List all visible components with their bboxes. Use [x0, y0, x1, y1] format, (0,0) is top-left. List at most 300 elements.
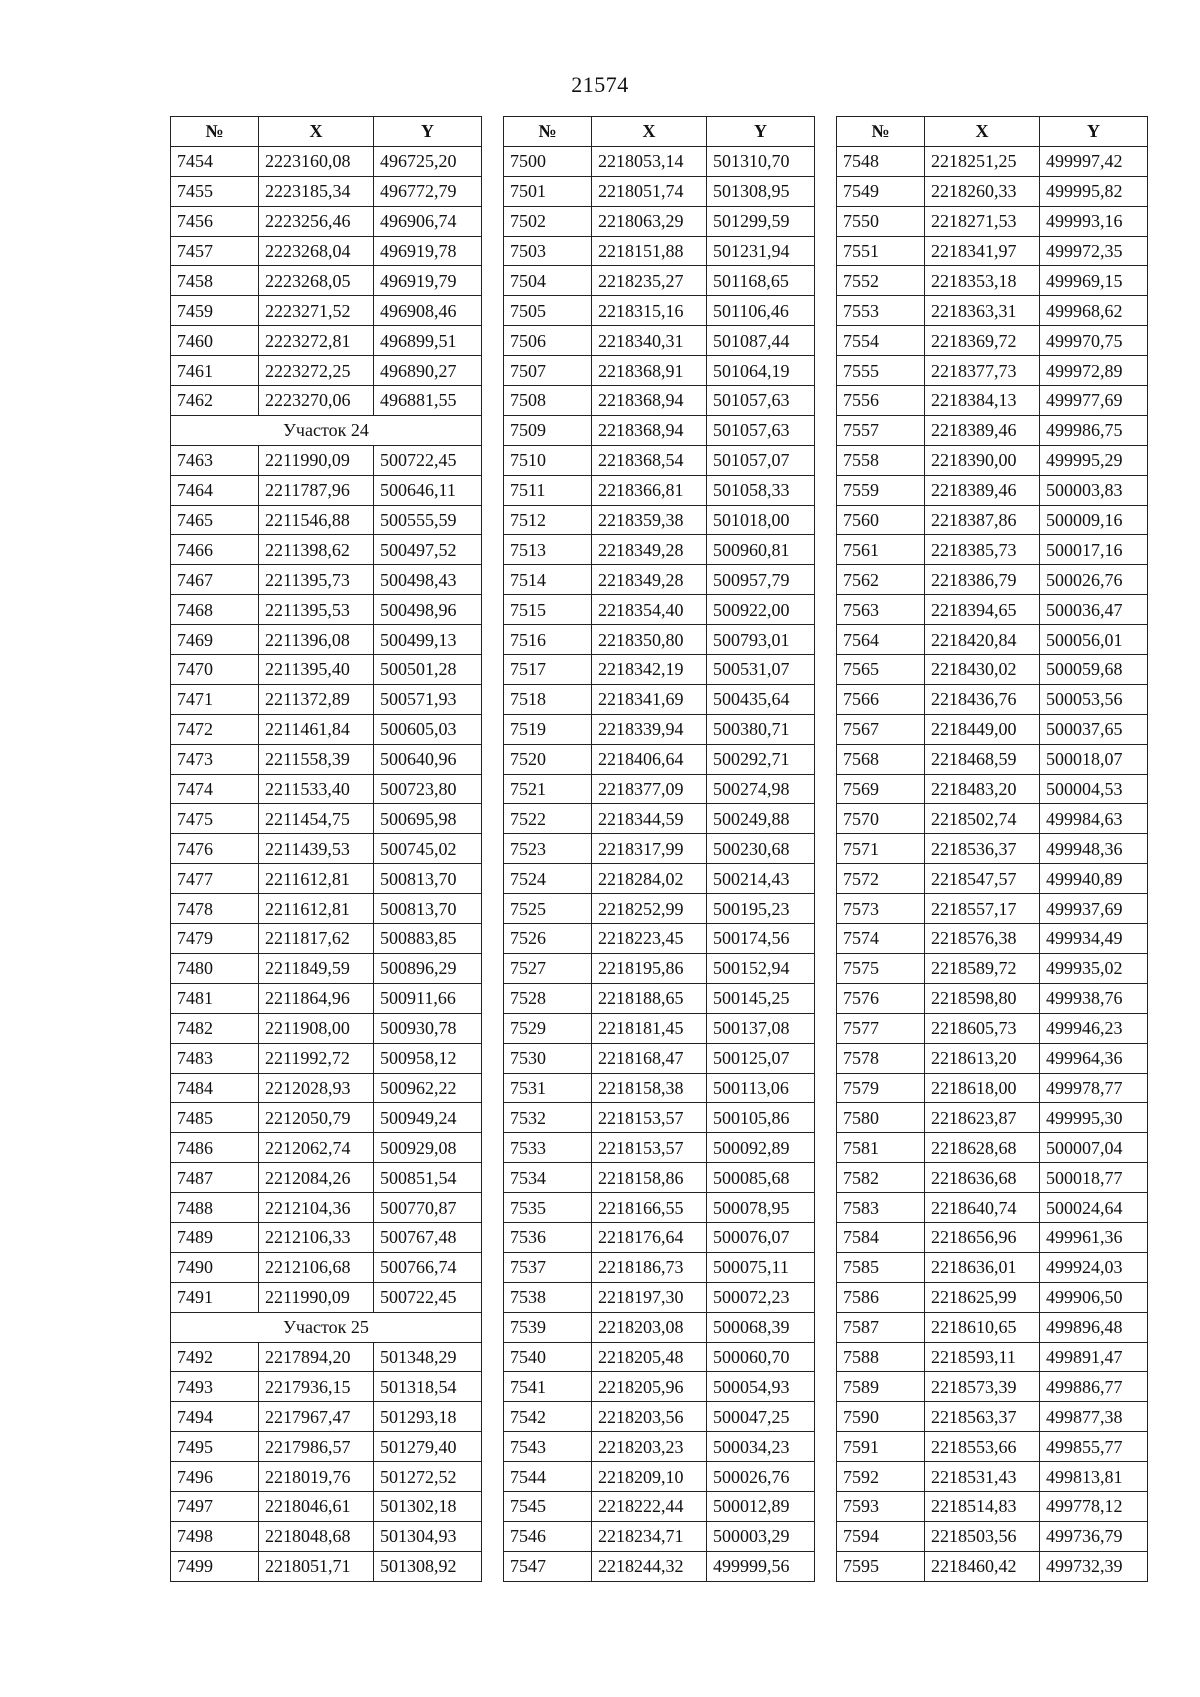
x-coordinate: 2218640,74 [925, 1193, 1040, 1223]
x-coordinate: 2218363,31 [925, 296, 1040, 326]
x-coordinate: 2218244,32 [592, 1551, 707, 1581]
table-row [171, 1282, 482, 1312]
table-row [504, 1312, 815, 1342]
y-coordinate: 496881,55 [374, 386, 482, 416]
table-row [504, 296, 815, 326]
table-row [171, 535, 482, 565]
point-number: 7466 [171, 535, 259, 565]
table-row [837, 505, 1148, 535]
section-row [171, 415, 482, 445]
point-number: 7476 [171, 834, 259, 864]
table-row [171, 1342, 482, 1372]
y-coordinate: 500009,16 [1040, 505, 1148, 535]
y-coordinate: 500722,45 [374, 445, 482, 475]
x-coordinate: 2218610,65 [925, 1312, 1040, 1342]
x-coordinate: 2217986,57 [259, 1432, 374, 1462]
x-coordinate: 2218151,88 [592, 236, 707, 266]
y-coordinate: 499993,16 [1040, 206, 1148, 236]
table-row [171, 1043, 482, 1073]
y-coordinate: 500605,03 [374, 714, 482, 744]
point-number: 7518 [504, 684, 592, 714]
x-coordinate: 2223272,81 [259, 326, 374, 356]
point-number: 7511 [504, 475, 592, 505]
point-number: 7593 [837, 1491, 925, 1521]
table-row [837, 176, 1148, 206]
table-row [837, 326, 1148, 356]
y-coordinate: 500078,95 [707, 1193, 815, 1223]
table-row [504, 1491, 815, 1521]
y-coordinate: 500024,64 [1040, 1193, 1148, 1223]
table-row [171, 924, 482, 954]
y-coordinate: 500640,96 [374, 744, 482, 774]
x-coordinate: 2218385,73 [925, 535, 1040, 565]
table-row [504, 475, 815, 505]
x-coordinate: 2218369,72 [925, 326, 1040, 356]
x-coordinate: 2218349,28 [592, 535, 707, 565]
table-row [837, 1133, 1148, 1163]
point-number: 7455 [171, 176, 259, 206]
y-coordinate: 501318,54 [374, 1372, 482, 1402]
point-number: 7490 [171, 1252, 259, 1282]
y-coordinate: 500722,45 [374, 1282, 482, 1312]
y-coordinate: 501058,33 [707, 475, 815, 505]
table-row [837, 655, 1148, 685]
y-coordinate: 500922,00 [707, 595, 815, 625]
point-number: 7494 [171, 1402, 259, 1432]
y-coordinate: 500929,08 [374, 1133, 482, 1163]
table-row [837, 1462, 1148, 1492]
table-row [504, 953, 815, 983]
y-coordinate: 500026,76 [707, 1462, 815, 1492]
table-row [504, 1013, 815, 1043]
point-number: 7491 [171, 1282, 259, 1312]
table-row [171, 266, 482, 296]
y-coordinate: 501231,94 [707, 236, 815, 266]
point-number: 7567 [837, 714, 925, 744]
y-coordinate: 501310,70 [707, 146, 815, 176]
x-coordinate: 2223270,06 [259, 386, 374, 416]
table-row [171, 1252, 482, 1282]
table-row [504, 714, 815, 744]
point-number: 7589 [837, 1372, 925, 1402]
y-coordinate: 499984,63 [1040, 804, 1148, 834]
y-coordinate: 500003,83 [1040, 475, 1148, 505]
table-row [504, 415, 815, 445]
y-coordinate: 499986,75 [1040, 415, 1148, 445]
table-row [837, 774, 1148, 804]
table-row [837, 266, 1148, 296]
table-row [504, 1372, 815, 1402]
table-row [171, 1193, 482, 1223]
y-coordinate: 501057,63 [707, 415, 815, 445]
x-coordinate: 2218576,38 [925, 924, 1040, 954]
y-coordinate: 500498,43 [374, 565, 482, 595]
x-coordinate: 2218341,97 [925, 236, 1040, 266]
x-coordinate: 2218389,46 [925, 475, 1040, 505]
y-coordinate: 499896,48 [1040, 1312, 1148, 1342]
y-coordinate: 500174,56 [707, 924, 815, 954]
x-coordinate: 2218547,57 [925, 864, 1040, 894]
y-coordinate: 500646,11 [374, 475, 482, 505]
point-number: 7554 [837, 326, 925, 356]
y-coordinate: 500962,22 [374, 1073, 482, 1103]
x-coordinate: 2211908,00 [259, 1013, 374, 1043]
point-number: 7561 [837, 535, 925, 565]
point-number: 7465 [171, 505, 259, 535]
x-coordinate: 2212050,79 [259, 1103, 374, 1133]
point-number: 7562 [837, 565, 925, 595]
table-row [837, 834, 1148, 864]
x-coordinate: 2218252,99 [592, 894, 707, 924]
table-row [504, 924, 815, 954]
point-number: 7544 [504, 1462, 592, 1492]
point-number: 7492 [171, 1342, 259, 1372]
point-number: 7462 [171, 386, 259, 416]
point-number: 7578 [837, 1043, 925, 1073]
point-number: 7538 [504, 1282, 592, 1312]
x-coordinate: 2223271,52 [259, 296, 374, 326]
table-row [504, 1402, 815, 1432]
point-number: 7523 [504, 834, 592, 864]
x-coordinate: 2218340,31 [592, 326, 707, 356]
y-coordinate: 500274,98 [707, 774, 815, 804]
y-coordinate: 499877,38 [1040, 1402, 1148, 1432]
x-coordinate: 2218176,64 [592, 1222, 707, 1252]
point-number: 7471 [171, 684, 259, 714]
y-coordinate: 500085,68 [707, 1163, 815, 1193]
table-row [171, 1551, 482, 1581]
y-coordinate: 500125,07 [707, 1043, 815, 1073]
x-coordinate: 2212062,74 [259, 1133, 374, 1163]
table-row [837, 1222, 1148, 1252]
table-row [171, 1222, 482, 1252]
point-number: 7483 [171, 1043, 259, 1073]
point-number: 7543 [504, 1432, 592, 1462]
table-row [837, 864, 1148, 894]
point-number: 7585 [837, 1252, 925, 1282]
y-coordinate: 500037,65 [1040, 714, 1148, 744]
x-coordinate: 2218420,84 [925, 625, 1040, 655]
table-row [837, 1103, 1148, 1133]
point-number: 7524 [504, 864, 592, 894]
table-row [171, 894, 482, 924]
table-row [504, 804, 815, 834]
y-coordinate: 499970,75 [1040, 326, 1148, 356]
table-row [837, 1193, 1148, 1223]
point-number: 7583 [837, 1193, 925, 1223]
point-number: 7558 [837, 445, 925, 475]
table-row [837, 296, 1148, 326]
y-coordinate: 501302,18 [374, 1491, 482, 1521]
y-coordinate: 501304,93 [374, 1521, 482, 1551]
point-number: 7458 [171, 266, 259, 296]
y-coordinate: 499937,69 [1040, 894, 1148, 924]
x-coordinate: 2211817,62 [259, 924, 374, 954]
y-coordinate: 500723,80 [374, 774, 482, 804]
x-coordinate: 2218359,38 [592, 505, 707, 535]
table-row [837, 206, 1148, 236]
y-coordinate: 501348,29 [374, 1342, 482, 1372]
point-number: 7576 [837, 983, 925, 1013]
point-number: 7540 [504, 1342, 592, 1372]
x-coordinate: 2218531,43 [925, 1462, 1040, 1492]
y-coordinate: 500047,25 [707, 1402, 815, 1432]
x-coordinate: 2211398,62 [259, 535, 374, 565]
coordinate-table-3 [836, 116, 1148, 1582]
x-coordinate: 2218158,86 [592, 1163, 707, 1193]
point-number: 7521 [504, 774, 592, 804]
x-coordinate: 2211396,08 [259, 625, 374, 655]
x-coordinate: 2211864,96 [259, 983, 374, 1013]
y-coordinate: 500958,12 [374, 1043, 482, 1073]
point-number: 7481 [171, 983, 259, 1013]
y-coordinate: 499934,49 [1040, 924, 1148, 954]
table-row [504, 326, 815, 356]
table-row [837, 146, 1148, 176]
point-number: 7499 [171, 1551, 259, 1581]
point-number: 7510 [504, 445, 592, 475]
table-row [837, 1372, 1148, 1402]
y-coordinate: 500930,78 [374, 1013, 482, 1043]
y-coordinate: 500571,93 [374, 684, 482, 714]
point-number: 7587 [837, 1312, 925, 1342]
x-coordinate: 2218605,73 [925, 1013, 1040, 1043]
point-number: 7536 [504, 1222, 592, 1252]
y-coordinate: 500059,68 [1040, 655, 1148, 685]
table-row [837, 595, 1148, 625]
point-number: 7457 [171, 236, 259, 266]
table-row [171, 236, 482, 266]
point-number: 7485 [171, 1103, 259, 1133]
y-coordinate: 499972,35 [1040, 236, 1148, 266]
point-number: 7564 [837, 625, 925, 655]
point-number: 7541 [504, 1372, 592, 1402]
x-coordinate: 2218598,80 [925, 983, 1040, 1013]
point-number: 7460 [171, 326, 259, 356]
table-row [171, 804, 482, 834]
y-coordinate: 499736,79 [1040, 1521, 1148, 1551]
table-row [837, 1282, 1148, 1312]
x-coordinate: 2218166,55 [592, 1193, 707, 1223]
x-coordinate: 2211990,09 [259, 445, 374, 475]
x-coordinate: 2223268,05 [259, 266, 374, 296]
y-column-header: Y [1040, 117, 1148, 147]
y-coordinate: 496899,51 [374, 326, 482, 356]
point-number: 7474 [171, 774, 259, 804]
y-coordinate: 499946,23 [1040, 1013, 1148, 1043]
point-number: 7517 [504, 655, 592, 685]
x-coordinate: 2218368,94 [592, 415, 707, 445]
point-number: 7563 [837, 595, 925, 625]
table-row [504, 146, 815, 176]
y-column-header: Y [374, 117, 482, 147]
table-row [837, 894, 1148, 924]
point-number: 7473 [171, 744, 259, 774]
x-coordinate: 2212084,26 [259, 1163, 374, 1193]
y-coordinate: 500017,16 [1040, 535, 1148, 565]
point-number: 7584 [837, 1222, 925, 1252]
table-row [504, 1521, 815, 1551]
point-number: 7497 [171, 1491, 259, 1521]
table-row [837, 535, 1148, 565]
header-row [171, 117, 482, 147]
table-row [837, 1043, 1148, 1073]
y-coordinate: 501057,07 [707, 445, 815, 475]
x-coordinate: 2211990,09 [259, 1282, 374, 1312]
x-coordinate: 2218502,74 [925, 804, 1040, 834]
table-row [837, 744, 1148, 774]
table-row [504, 655, 815, 685]
table-row [171, 1163, 482, 1193]
point-number: 7526 [504, 924, 592, 954]
x-coordinate: 2218366,81 [592, 475, 707, 505]
x-coordinate: 2218449,00 [925, 714, 1040, 744]
table-row [171, 565, 482, 595]
y-coordinate: 500003,29 [707, 1521, 815, 1551]
point-number: 7542 [504, 1402, 592, 1432]
point-number: 7519 [504, 714, 592, 744]
table-row [171, 1432, 482, 1462]
x-coordinate: 2223268,04 [259, 236, 374, 266]
table-row [504, 834, 815, 864]
table-row [171, 206, 482, 236]
table-row [171, 864, 482, 894]
point-number: 7508 [504, 386, 592, 416]
table-row [171, 1521, 482, 1551]
y-coordinate: 499778,12 [1040, 1491, 1148, 1521]
point-number: 7470 [171, 655, 259, 685]
x-coordinate: 2218514,83 [925, 1491, 1040, 1521]
y-coordinate: 500435,64 [707, 684, 815, 714]
table-row [504, 625, 815, 655]
x-coordinate: 2223272,25 [259, 356, 374, 386]
point-number: 7514 [504, 565, 592, 595]
x-coordinate: 2218342,19 [592, 655, 707, 685]
table-row [504, 1133, 815, 1163]
table-row [504, 206, 815, 236]
y-coordinate: 500745,02 [374, 834, 482, 864]
y-coordinate: 499997,42 [1040, 146, 1148, 176]
table-row [171, 1402, 482, 1432]
point-number: 7502 [504, 206, 592, 236]
y-coordinate: 499995,29 [1040, 445, 1148, 475]
point-number: 7592 [837, 1462, 925, 1492]
table-row [837, 386, 1148, 416]
point-number: 7545 [504, 1491, 592, 1521]
table-row [837, 1491, 1148, 1521]
table-row [837, 1402, 1148, 1432]
x-coordinate: 2218203,08 [592, 1312, 707, 1342]
point-number: 7568 [837, 744, 925, 774]
x-coordinate: 2218251,25 [925, 146, 1040, 176]
x-coordinate: 2218593,11 [925, 1342, 1040, 1372]
table-row [171, 296, 482, 326]
point-number: 7496 [171, 1462, 259, 1492]
y-coordinate: 500060,70 [707, 1342, 815, 1372]
section-title: Участок 25 [171, 1312, 482, 1342]
y-coordinate: 500960,81 [707, 535, 815, 565]
y-coordinate: 500004,53 [1040, 774, 1148, 804]
table-row [837, 445, 1148, 475]
point-number: 7468 [171, 595, 259, 625]
y-coordinate: 500034,23 [707, 1432, 815, 1462]
table-row [504, 595, 815, 625]
x-coordinate: 2218368,54 [592, 445, 707, 475]
y-coordinate: 500813,70 [374, 864, 482, 894]
x-coordinate: 2218613,20 [925, 1043, 1040, 1073]
point-number: 7504 [504, 266, 592, 296]
point-number: 7506 [504, 326, 592, 356]
point-number: 7487 [171, 1163, 259, 1193]
x-coordinate: 2218563,37 [925, 1402, 1040, 1432]
table-row [504, 1432, 815, 1462]
point-number: 7560 [837, 505, 925, 535]
x-coordinate: 2218384,13 [925, 386, 1040, 416]
y-coordinate: 500911,66 [374, 983, 482, 1013]
table-row [504, 1193, 815, 1223]
x-coordinate: 2218260,33 [925, 176, 1040, 206]
y-coordinate: 500813,70 [374, 894, 482, 924]
x-coordinate: 2218168,47 [592, 1043, 707, 1073]
x-coordinate: 2211372,89 [259, 684, 374, 714]
table-row [837, 1163, 1148, 1193]
point-number: 7570 [837, 804, 925, 834]
y-coordinate: 499964,36 [1040, 1043, 1148, 1073]
point-number: 7515 [504, 595, 592, 625]
table-row [837, 684, 1148, 714]
y-coordinate: 499969,15 [1040, 266, 1148, 296]
x-coordinate: 2218368,94 [592, 386, 707, 416]
x-coordinate: 2218222,44 [592, 1491, 707, 1521]
x-coordinate: 2218315,16 [592, 296, 707, 326]
x-coordinate: 2218019,76 [259, 1462, 374, 1492]
point-number: 7467 [171, 565, 259, 595]
x-coordinate: 2218344,59 [592, 804, 707, 834]
point-number: 7586 [837, 1282, 925, 1312]
table-row [171, 475, 482, 505]
y-coordinate: 500113,06 [707, 1073, 815, 1103]
point-number: 7532 [504, 1103, 592, 1133]
y-coordinate: 500380,71 [707, 714, 815, 744]
y-coordinate: 500056,01 [1040, 625, 1148, 655]
point-number: 7533 [504, 1133, 592, 1163]
x-coordinate: 2211454,75 [259, 804, 374, 834]
y-coordinate: 500695,98 [374, 804, 482, 834]
y-column-header: Y [707, 117, 815, 147]
number-column-header: № [504, 117, 592, 147]
table-row [504, 445, 815, 475]
x-coordinate: 2218203,23 [592, 1432, 707, 1462]
x-coordinate: 2218623,87 [925, 1103, 1040, 1133]
point-number: 7456 [171, 206, 259, 236]
x-coordinate: 2218353,18 [925, 266, 1040, 296]
y-coordinate: 500075,11 [707, 1252, 815, 1282]
point-number: 7469 [171, 625, 259, 655]
point-number: 7565 [837, 655, 925, 685]
x-coordinate: 2218205,96 [592, 1372, 707, 1402]
table-row [171, 1462, 482, 1492]
x-coordinate: 2223256,46 [259, 206, 374, 236]
x-coordinate: 2218430,02 [925, 655, 1040, 685]
table-row [171, 714, 482, 744]
x-coordinate: 2218203,56 [592, 1402, 707, 1432]
x-coordinate: 2218234,71 [592, 1521, 707, 1551]
y-coordinate: 499968,62 [1040, 296, 1148, 326]
y-coordinate: 501308,95 [707, 176, 815, 206]
x-coordinate: 2218181,45 [592, 1013, 707, 1043]
y-coordinate: 500012,89 [707, 1491, 815, 1521]
header-row [837, 117, 1148, 147]
